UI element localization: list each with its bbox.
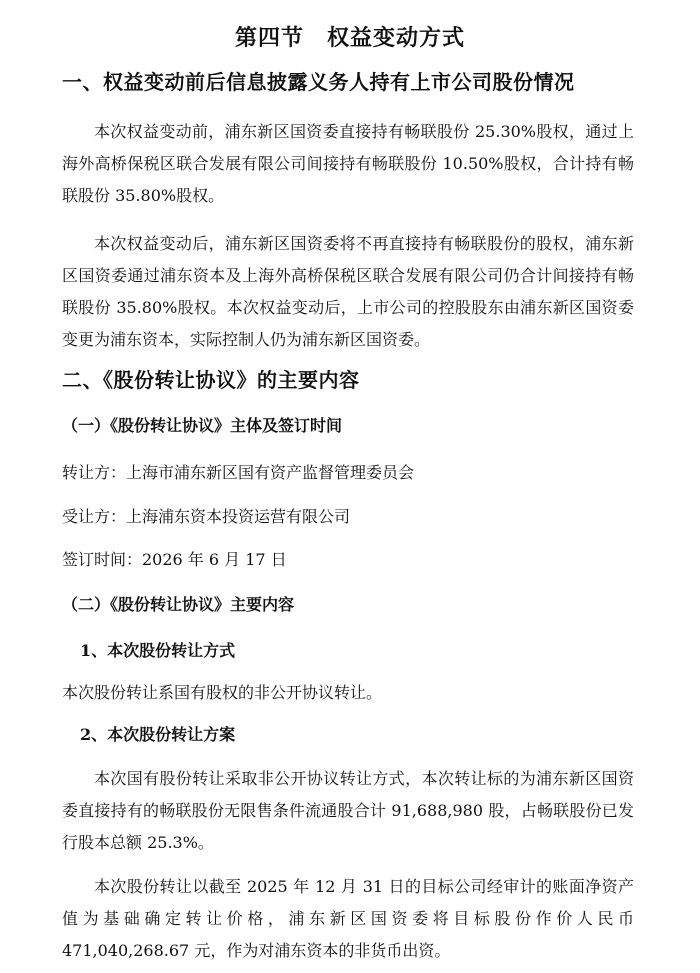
part1-heading: 一、权益变动前后信息披露义务人持有上市公司股份情况 <box>62 70 575 94</box>
item2-paragraph-1: 本次国有股份转让采取非公开协议转让方式，本次转让标的为浦东新区国资委直接持有的畅联股份无限售条件流通股合计 91,688,980 股，占畅联股份已发行股本总额 25.3%。 <box>62 769 634 852</box>
section-title: 第四节 权益变动方式 <box>234 25 465 51</box>
sub1-heading: （一）《股份转让协议》主体及签订时间 <box>62 416 343 435</box>
item1-text <box>62 683 382 703</box>
item2-paragraph-2: 本次股份转让以截至 2025 年 12 月 31 日的目标公司经审计的账面净资产值为基础确定转让价格，浦东新区国资委将目标股份作价人民币 471,040,268.67 元，作为对浦东资本的非货币出资。 <box>62 877 634 960</box>
sign-date-line: 签订时间：2026 年 6 月 17 日 <box>62 550 287 569</box>
item1-text-content: 本次股份转让系国有股权的非公开协议转让。 <box>62 683 383 702</box>
sub2-heading: （二）《股份转让协议》主要内容 <box>62 595 295 614</box>
transferee-line: 受让方：上海浦东资本投资运营有限公司 <box>62 507 351 526</box>
part2-heading: 二、《股份转让协议》的主要内容 <box>62 368 360 392</box>
transferor-line: 转让方：上海市浦东新区国有资产监督管理委员会 <box>62 463 415 482</box>
part1-paragraph-1: 本次权益变动前，浦东新区国资委直接持有畅联股份 25.30%股权，通过上海外高桥保税区联合发展有限公司间接持有畅联股份 10.50%股权，合计持有畅联股份 35.80%股权。 <box>62 122 634 205</box>
item1-heading: 1、本次股份转让方式 <box>80 641 236 660</box>
part1-paragraph-2: 本次权益变动后，浦东新区国资委将不再直接持有畅联股份的股权，浦东新区国资委通过浦东资本及上海外高桥保税区联合发展有限公司仍合计间接持有畅联股份 35.80%股权。本次权益变动后，上市公司的控股股东由浦东新区国资委变更为浦东资本，实际控制人仍为浦东新区国资委。 <box>62 234 634 349</box>
item2-heading: 2、本次股份转让方案 <box>80 725 236 744</box>
